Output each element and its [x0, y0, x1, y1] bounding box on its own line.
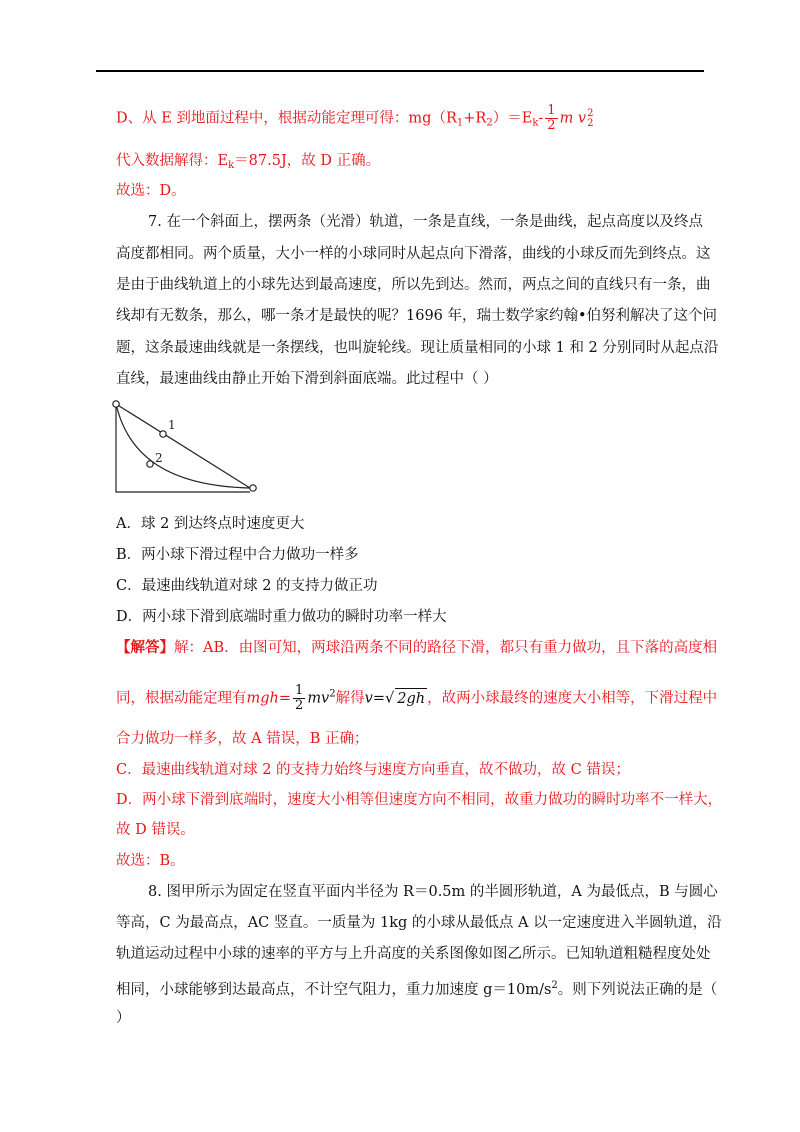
answer-calc-line: 代入数据解得：$E_k=87.5J$，故 D 正确。 — [116, 153, 381, 171]
q7-line-4: 线却有无数条，那么，哪一条才是最快的呢？1696 年，瑞士数学家约翰•伯努利解决了这个问 — [116, 308, 718, 324]
q7-answer-choice: 故选：B。 — [116, 853, 185, 869]
q7-answer-line-4: C．最速曲线轨道对球 2 的支持力始终与速度方向垂直，故不做功，故 C 错误； — [116, 762, 630, 778]
option-b: B．两小球下滑过程中合力做功一样多 — [116, 547, 359, 563]
q8-line-1: 8. 图甲所示为固定在竖直平面内半径为 R＝0.5m 的半圆形轨道，A 为最低点，B 与圆心 — [148, 884, 718, 900]
ball-1-label: 1 — [168, 418, 176, 432]
q7-line-2: 高度都相同。两个质量，大小一样的小球同时从起点向下滑落，曲线的小球反而先到终点。这 — [116, 246, 711, 262]
end-point — [250, 485, 256, 491]
answer-tag: 【解答】 — [116, 639, 174, 656]
track-diagram — [108, 396, 263, 496]
answer-d-line: D、从 E 到地面过程中，根据动能定理可得：$mg(R_1+R_2)=E_k-$ $\frac{1}{2}$ m v 2 2 — [116, 103, 594, 133]
q8-line-5: ） — [116, 1010, 131, 1026]
option-a: A．球 2 到达终点时速度更大 — [116, 516, 305, 532]
q8-line-2: 等高，C 为最高点，AC 竖直。一质量为 1kg 的小球从最低点 A 以一定速度进入半圆轨道，沿 — [116, 915, 722, 931]
fraction-half: $\frac{1}{2}$ — [547, 103, 556, 133]
q8-line-4: 相同，小球能够到达最高点，不计空气阻力，重力加速度 $g=10m/s^2$。则下列说法正确的是（ — [116, 980, 718, 998]
q7-line-6: 直线，最速曲线由静止开始下滑到斜面底端。此过程中（ ） — [116, 371, 498, 387]
q7-answer-line-2: 同，根据动能定理有mgh= $\frac{1}{2}$ $mv^2$解得v=√ 2gh ，故两小球最终的速度大小相等，下滑过程中 — [116, 683, 718, 713]
q7-answer-line-3: 合力做功一样多，故 A 错误，B 正确； — [116, 731, 369, 747]
ball-1 — [160, 431, 166, 437]
ball-2 — [147, 461, 153, 467]
q7-answer-line-1: 【解答】解：AB．由图可知，两球沿两条不同的路径下滑，都只有重力做功，且下落的高度相 — [116, 639, 718, 656]
start-point — [113, 401, 119, 407]
q7-line-1: 7. 在一个斜面上，摆两条（光滑）轨道，一条是直线，一条是曲线，起点高度以及终点 — [148, 214, 703, 230]
header-rule — [96, 70, 704, 72]
q7-answer-line-6: 故 D 错误。 — [116, 822, 195, 838]
q8-line-3: 轨道运动过程中小球的速率的平方与上升高度的关系图像如图乙所示。已知轨道粗糙程度处处 — [116, 946, 711, 962]
ball-2-label: 2 — [155, 451, 163, 465]
q7-answer-line-5: D．两小球下滑到底端时，速度大小相等但速度方向不相同，故重力做功的瞬时功率不一样大， — [116, 792, 723, 808]
answer-choice-d: 故选：D。 — [116, 183, 186, 199]
option-d: D．两小球下滑到底端时重力做功的瞬时功率一样大 — [116, 609, 447, 625]
q7-line-5: 题，这条最速曲线就是一条摆线，也叫旋轮线。现让质量相同的小球 1 和 2 分别同时从起点沿 — [116, 340, 719, 356]
option-c: C．最速曲线轨道对球 2 的支持力做正功 — [116, 578, 378, 594]
q7-line-3: 是由于曲线轨道上的小球先达到最高速度，所以先到达。然而，两点之间的直线只有一条，曲 — [116, 277, 711, 293]
